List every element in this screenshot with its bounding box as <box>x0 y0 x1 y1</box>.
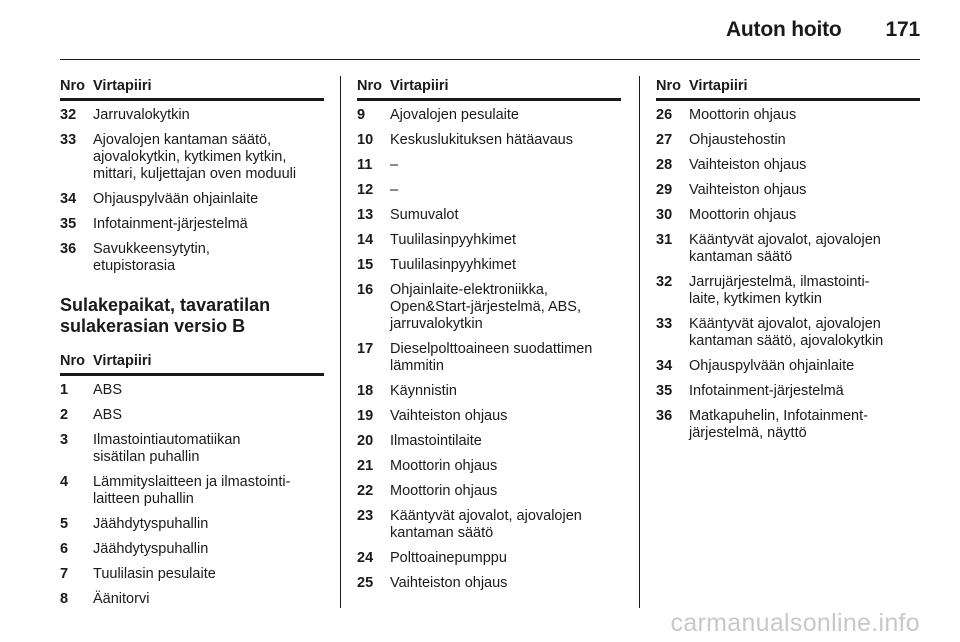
table-row <box>60 382 324 399</box>
column-divider <box>340 76 341 608</box>
table-row <box>357 508 621 542</box>
header-circuit: Virtapiiri <box>93 353 152 369</box>
fuse-number: 8 <box>60 591 69 607</box>
circuit-name: Käynnistin <box>390 383 457 399</box>
fuse-number: 22 <box>357 483 374 499</box>
table-header <box>656 78 920 101</box>
page-number: 171 <box>885 18 920 41</box>
circuit-name: Vaihteiston ohjaus <box>689 157 807 173</box>
table-row <box>357 433 621 450</box>
table-row <box>656 408 920 442</box>
circuit-name: Ohjaustehostin <box>689 132 786 148</box>
watermark: carmanualsonline.info <box>670 609 920 637</box>
circuit-name: Sumuvalot <box>390 207 459 223</box>
circuit-name: Tuulilasin pesulaite <box>93 566 216 582</box>
column-1 <box>60 78 324 616</box>
fuse-number: 29 <box>656 182 673 198</box>
fuse-number: 10 <box>357 132 374 148</box>
fuse-number: 26 <box>656 107 673 123</box>
fuse-number: 3 <box>60 432 69 448</box>
table-row <box>60 541 324 558</box>
table-header <box>357 78 621 101</box>
circuit-name: Jäähdytyspuhallin <box>93 541 209 557</box>
table-row <box>656 132 920 149</box>
circuit-name: Ohjauspylvään ohjainlaite <box>689 358 855 374</box>
circuit-name: Ajovalojen kantaman säätö, ajovalokytkin, kytkimen kytkin, mittari, kuljettajan oven moduuli <box>93 132 297 182</box>
fuse-number: 35 <box>656 383 673 399</box>
table-row <box>357 232 621 249</box>
table-row <box>357 483 621 500</box>
circuit-name: Moottorin ohjaus <box>390 483 498 499</box>
table-row <box>656 232 920 266</box>
fuse-number: 23 <box>357 508 374 524</box>
table-row <box>357 157 621 174</box>
header-nro: Nro <box>357 78 382 94</box>
circuit-name: Polttoainepumppu <box>390 550 507 566</box>
circuit-name: Vaihteiston ohjaus <box>390 575 508 591</box>
fuse-number: 1 <box>60 382 69 398</box>
circuit-name: Äänitorvi <box>93 591 150 607</box>
fuse-number: 6 <box>60 541 69 557</box>
circuit-name: Dieselpolttoaineen suodattimen lämmitin <box>390 341 593 374</box>
fuse-number: 11 <box>357 157 373 173</box>
circuit-name: Kääntyvät ajovalot, ajovalojen kantaman säätö <box>390 508 582 541</box>
table-row <box>60 516 324 533</box>
circuit-name: Jarruvalokytkin <box>93 107 190 123</box>
header-circuit: Virtapiiri <box>93 78 152 94</box>
fuse-number: 31 <box>656 232 673 248</box>
fuse-number: 21 <box>357 458 374 474</box>
fuse-table-b <box>60 382 324 608</box>
fuse-number: 18 <box>357 383 374 399</box>
circuit-name: Ilmastointilaite <box>390 433 482 449</box>
fuse-number: 4 <box>60 474 69 490</box>
table-row <box>60 474 324 508</box>
table-row <box>656 316 920 350</box>
fuse-number: 20 <box>357 433 374 449</box>
circuit-name: Tuulilasinpyyhkimet <box>390 232 516 248</box>
header-circuit: Virtapiiri <box>390 78 449 94</box>
circuit-name: – <box>390 157 399 173</box>
header-rule <box>60 59 920 60</box>
table-row <box>656 207 920 224</box>
column-2 <box>357 78 621 600</box>
fuse-number: 30 <box>656 207 673 223</box>
fuse-table-b-cont2 <box>656 107 920 442</box>
circuit-name: Ohjainlaite-elektroniikka, Open&Start-järjestelmä, ABS, jarruvalokytkin <box>390 282 581 332</box>
table-row <box>656 157 920 174</box>
circuit-name: ABS <box>93 407 123 423</box>
circuit-name: Moottorin ohjaus <box>689 207 797 223</box>
fuse-number: 14 <box>357 232 374 248</box>
table-row <box>357 132 621 149</box>
circuit-name: Kääntyvät ajovalot, ajovalojen kantaman säätö, ajovalokytkin <box>689 316 884 349</box>
fuse-number: 34 <box>60 191 77 207</box>
table-row <box>656 107 920 124</box>
circuit-name: Infotainment-järjestelmä <box>93 216 248 232</box>
page-title: Auton hoito <box>725 18 842 41</box>
table-row <box>357 182 621 199</box>
fuse-number: 36 <box>656 408 673 424</box>
table-row <box>357 257 621 274</box>
fuse-number: 24 <box>357 550 374 566</box>
fuse-number: 35 <box>60 216 77 232</box>
fuse-number: 19 <box>357 408 374 424</box>
table-row <box>656 358 920 375</box>
table-row <box>60 132 324 183</box>
table-row <box>357 207 621 224</box>
fuse-number: 5 <box>60 516 69 532</box>
fuse-number: 32 <box>656 274 673 290</box>
header-nro: Nro <box>60 353 85 369</box>
circuit-name: Ilmastointiautomatiikan sisätilan puhallin <box>93 432 241 465</box>
circuit-name: – <box>390 182 399 198</box>
fuse-table-a <box>60 107 324 275</box>
table-row <box>357 107 621 124</box>
table-row <box>60 107 324 124</box>
table-row <box>60 566 324 583</box>
section-heading: Sulakepaikat, tavaratilan sulakerasian versio B <box>60 295 271 336</box>
fuse-number: 17 <box>357 341 374 357</box>
table-row <box>656 383 920 400</box>
circuit-name: Moottorin ohjaus <box>689 107 797 123</box>
fuse-number: 12 <box>357 182 374 198</box>
table-row <box>60 432 324 466</box>
table-row <box>357 282 621 333</box>
fuse-number: 16 <box>357 282 374 298</box>
table-row <box>357 550 621 567</box>
circuit-name: Tuulilasinpyyhkimet <box>390 257 516 273</box>
table-row <box>357 341 621 375</box>
circuit-name: Kääntyvät ajovalot, ajovalojen kantaman säätö <box>689 232 881 265</box>
fuse-number: 15 <box>357 257 374 273</box>
header-nro: Nro <box>60 78 85 94</box>
circuit-name: Vaihteiston ohjaus <box>390 408 508 424</box>
table-row <box>656 274 920 308</box>
fuse-number: 25 <box>357 575 374 591</box>
circuit-name: Matkapuhelin, Infotainment- järjestelmä, näyttö <box>689 408 868 441</box>
table-row <box>357 383 621 400</box>
table-row <box>60 591 324 608</box>
table-row <box>357 575 621 592</box>
circuit-name: Moottorin ohjaus <box>390 458 498 474</box>
table-row <box>656 182 920 199</box>
table-row <box>357 458 621 475</box>
table-row <box>357 408 621 425</box>
table-row <box>60 191 324 208</box>
circuit-name: ABS <box>93 382 123 398</box>
fuse-number: 13 <box>357 207 374 223</box>
fuse-number: 32 <box>60 107 77 123</box>
fuse-table-b-cont <box>357 107 621 592</box>
column-divider <box>639 76 640 608</box>
circuit-name: Ohjauspylvään ohjainlaite <box>93 191 259 207</box>
fuse-number: 7 <box>60 566 69 582</box>
fuse-number: 9 <box>357 107 366 123</box>
fuse-number: 33 <box>60 132 77 148</box>
page-header <box>726 18 920 42</box>
table-row <box>60 241 324 275</box>
circuit-name: Keskuslukituksen hätäavaus <box>390 132 573 148</box>
fuse-number: 28 <box>656 157 673 173</box>
fuse-number: 2 <box>60 407 69 423</box>
circuit-name: Savukkeensytytin, etupistorasia <box>93 241 210 274</box>
fuse-number: 27 <box>656 132 673 148</box>
table-row <box>60 216 324 233</box>
table-header <box>60 78 324 101</box>
fuse-number: 34 <box>656 358 673 374</box>
circuit-name: Infotainment-järjestelmä <box>689 383 844 399</box>
fuse-number: 36 <box>60 241 77 257</box>
circuit-name: Vaihteiston ohjaus <box>689 182 807 198</box>
fuse-number: 33 <box>656 316 673 332</box>
table-header <box>60 353 324 376</box>
header-circuit: Virtapiiri <box>689 78 748 94</box>
circuit-name: Jarrujärjestelmä, ilmastointi- laite, kytkimen kytkin <box>689 274 870 307</box>
column-3 <box>656 78 920 450</box>
circuit-name: Ajovalojen pesulaite <box>390 107 519 123</box>
circuit-name: Lämmityslaitteen ja ilmastointi- laitteen puhallin <box>93 474 291 507</box>
header-nro: Nro <box>656 78 681 94</box>
table-row <box>60 407 324 424</box>
circuit-name: Jäähdytyspuhallin <box>93 516 209 532</box>
